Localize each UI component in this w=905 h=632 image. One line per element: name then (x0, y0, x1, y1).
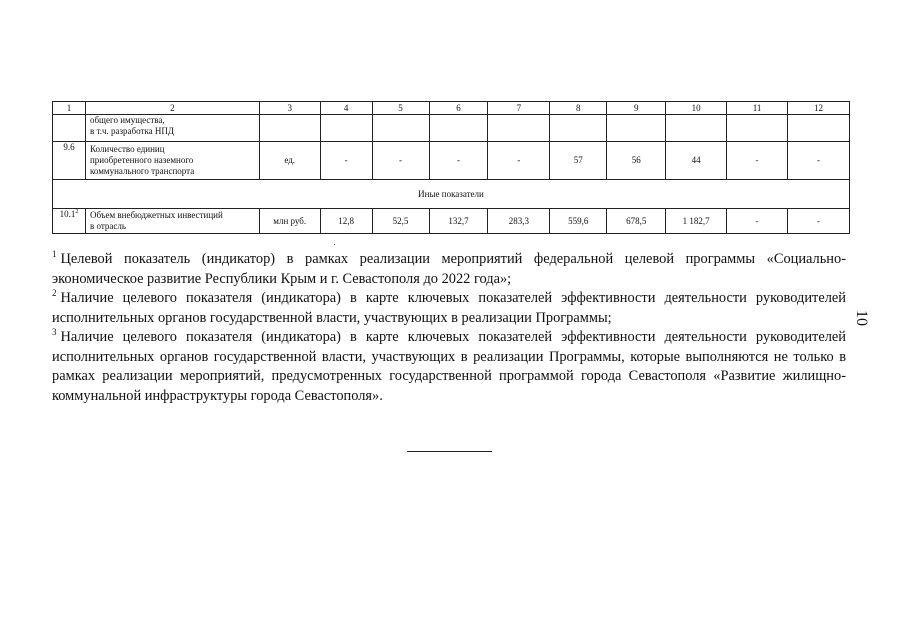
row-number-cell (53, 115, 86, 142)
footnote-mark: 3 (52, 327, 57, 337)
column-number: 9 (607, 102, 666, 115)
value-cell: 132,7 (429, 209, 488, 234)
section-row (53, 180, 850, 209)
page-number: 10 (853, 310, 870, 326)
row-number: 10.1 (59, 209, 76, 219)
description-line: в т.ч. разработка НПД (89, 126, 175, 136)
column-number: 4 (320, 102, 372, 115)
value-cell: - (727, 142, 788, 180)
value-cell (429, 115, 488, 142)
column-number: 6 (429, 102, 488, 115)
description-line: коммунального транспорта (89, 166, 195, 176)
column-number: 5 (372, 102, 429, 115)
row-number-cell (53, 209, 86, 234)
row-number-cell: 9.6 (53, 142, 86, 180)
column-number: 12 (788, 102, 850, 115)
column-number: 7 (488, 102, 550, 115)
table-row (53, 209, 850, 234)
value-cell: 44 (666, 142, 727, 180)
indicator-description (85, 142, 259, 180)
column-number: 3 (259, 102, 320, 115)
footnote-mark: 1 (52, 249, 57, 259)
description-line: Объем внебюджетных инвестиций (89, 210, 223, 220)
table-header-row (53, 102, 850, 115)
footnote-ref: 2 (75, 209, 79, 215)
value-cell: 56 (607, 142, 666, 180)
end-rule (407, 451, 492, 452)
footnote-text: Целевой показатель (индикатор) в рамках реализации мероприятий федеральной целевой программы «Социально-экономическое развитие Республики Крым и г. Севастополя до 2022 года»; (52, 251, 846, 287)
value-cell: 559,6 (550, 209, 607, 234)
value-cell: - (727, 209, 788, 234)
value-cell: - (788, 209, 850, 234)
value-cell: 12,8 (320, 209, 372, 234)
table-row (53, 142, 850, 180)
description-line: в отрасль (89, 221, 126, 231)
value-cell (788, 115, 850, 142)
value-cell: - (429, 142, 488, 180)
column-number: 10 (666, 102, 727, 115)
value-cell (607, 115, 666, 142)
value-cell: - (320, 142, 372, 180)
unit-cell: млн руб. (259, 209, 320, 234)
footnote-mark: 2 (52, 288, 57, 298)
indicator-description (85, 209, 259, 234)
unit-cell (259, 115, 320, 142)
section-title: Иные показатели (53, 180, 850, 209)
value-cell: 678,5 (607, 209, 666, 234)
indicators-table (52, 101, 850, 234)
value-cell: - (372, 142, 429, 180)
value-cell: - (788, 142, 850, 180)
footnote-text: Наличие целевого показателя (индикатора) в карте ключевых показателей эффективности деятельности руководителей исполнительных органов государственной власти, участвующих в реализации Программы; (52, 290, 846, 326)
footnote (52, 328, 846, 406)
value-cell: 57 (550, 142, 607, 180)
column-number: 11 (727, 102, 788, 115)
value-cell (372, 115, 429, 142)
column-number: 1 (53, 102, 86, 115)
value-cell (488, 115, 550, 142)
footnote (52, 250, 846, 289)
value-cell: 283,3 (488, 209, 550, 234)
description-line: общего имущества, (89, 115, 165, 125)
value-cell: - (488, 142, 550, 180)
description-line: Количество единиц (89, 144, 165, 154)
value-cell (727, 115, 788, 142)
value-cell (320, 115, 372, 142)
scan-speck (334, 244, 335, 245)
footnote (52, 289, 846, 328)
value-cell: 1 182,7 (666, 209, 727, 234)
table-row (53, 115, 850, 142)
indicator-description (85, 115, 259, 142)
value-cell (666, 115, 727, 142)
unit-cell: ед. (259, 142, 320, 180)
value-cell (550, 115, 607, 142)
column-number: 8 (550, 102, 607, 115)
description-line: приобретенного наземного (89, 155, 194, 165)
value-cell: 52,5 (372, 209, 429, 234)
footnote-text: Наличие целевого показателя (индикатора) в карте ключевых показателей эффективности деятельности руководителей исполнительных органов государственной власти, участвующих в реализации Программы, которые выполняются не только в рамках реализации мероприятий, предусмотренных государственной программой города Севастополя «Развитие жилищно-коммунальной инфраструктуры города Севастополя». (52, 329, 846, 404)
footnotes (52, 250, 846, 406)
column-number: 2 (85, 102, 259, 115)
